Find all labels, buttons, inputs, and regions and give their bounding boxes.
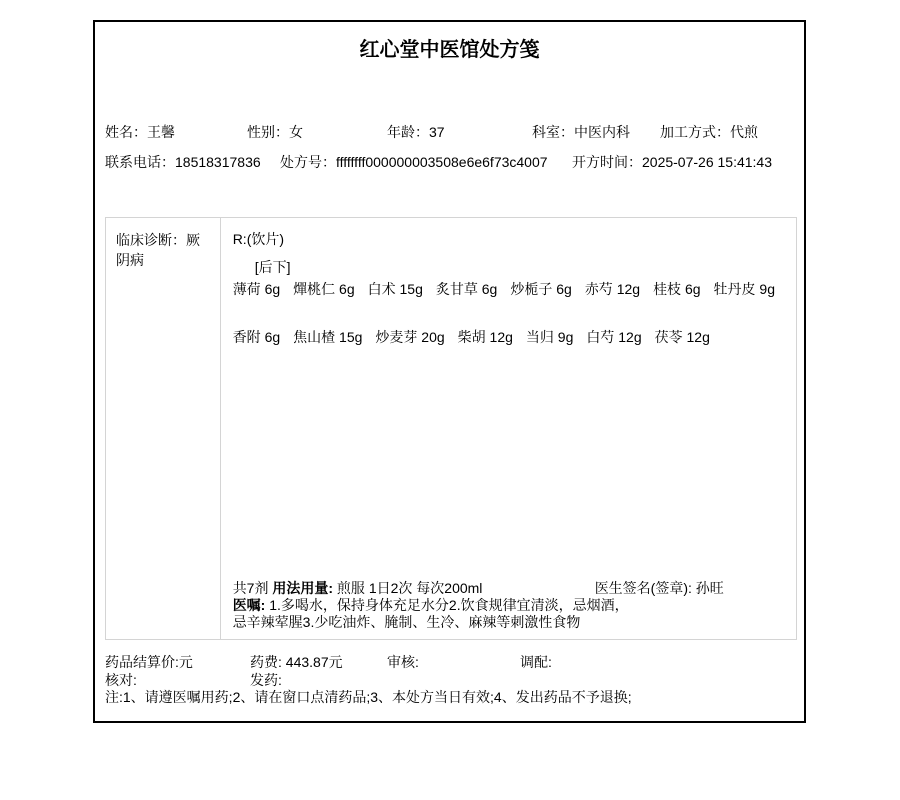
field-label: 药品结算价:: [105, 654, 179, 670]
footer-row-1: [105, 652, 796, 670]
advice-label: 医嘱:: [232, 597, 266, 613]
herb-item: 柴胡 12g: [457, 329, 513, 345]
doctor-signature: [595, 580, 724, 597]
rx-bottom-block: [233, 580, 788, 631]
review-field: [387, 652, 419, 672]
prescription-sheet: [93, 20, 806, 723]
field-label: 审核:: [387, 654, 419, 670]
footer-row-2: [105, 670, 796, 688]
herb-item: 当归 9g: [525, 329, 574, 345]
herb-item: 炙甘草 6g: [435, 281, 498, 297]
dispense-prepare-field: [520, 652, 552, 672]
field-label: 药费:: [250, 654, 286, 670]
diagnosis-label: 临床诊断：: [116, 232, 186, 248]
medical-advice-line-1: [233, 597, 788, 614]
phone-field: [105, 152, 261, 172]
usage-value: 煎服 1日2次 每次200ml: [333, 580, 483, 596]
patient-age-field: [387, 122, 445, 142]
field-value: 18518317836: [175, 154, 261, 170]
field-value: 女: [289, 124, 303, 140]
prescription-number-field: [280, 152, 548, 172]
footer-note: 注:1、请遵医嘱用药;2、请在窗口点清药品;3、本处方当日有效;4、发出药品不予退换;: [105, 689, 632, 705]
field-value: 37: [429, 124, 445, 140]
diagnosis-value: 厥阴病: [116, 232, 200, 268]
field-value: 元: [178, 654, 193, 670]
herb-item: 香附 6g: [232, 329, 281, 345]
patient-info-row-2: [95, 152, 804, 182]
field-label: 联系电话：: [105, 154, 175, 170]
field-label: 性别：: [247, 124, 289, 140]
field-value: 443.87元: [285, 654, 343, 670]
field-value: 王馨: [147, 124, 175, 140]
page-title: 红心堂中医馆处方笺: [359, 39, 540, 61]
field-label: 核对:: [105, 672, 137, 688]
drug-fee-field: [250, 652, 343, 672]
check-field: [105, 670, 137, 690]
herb-item: 炒麦芽 20g: [375, 329, 445, 345]
field-label: 处方号：: [280, 154, 336, 170]
patient-name-field: [105, 122, 175, 142]
dispense-field: [250, 670, 282, 690]
diagnosis-cell: [106, 218, 221, 639]
field-label: 科室：: [532, 124, 574, 140]
field-label: 调配:: [520, 654, 552, 670]
herb-item: 白术 15g: [367, 281, 423, 297]
field-value: 2025-07-26 15:41:43: [642, 154, 772, 170]
field-label: 年龄：: [387, 124, 429, 140]
rx-cell: [221, 218, 796, 639]
field-label: 开方时间：: [572, 154, 642, 170]
herb-line-1: [233, 278, 788, 300]
prescription-table: [105, 217, 797, 640]
herb-item: 薄荷 6g: [232, 281, 281, 297]
field-value: 中医内科: [574, 124, 630, 140]
pack-count: 共7剂: [232, 580, 273, 596]
field-label: 姓名：: [105, 124, 147, 140]
field-value: ffffffff000000003508e6e6f73c4007: [336, 154, 548, 170]
herb-item: 燀桃仁 6g: [293, 281, 355, 297]
patient-gender-field: [247, 122, 303, 142]
herb-item: 焦山楂 15g: [293, 329, 363, 345]
usage-row: [233, 580, 788, 597]
decoction-timing-tag: [后下]: [254, 259, 291, 275]
settlement-price-field: [105, 652, 193, 672]
herb-item: 白芍 12g: [586, 329, 642, 345]
herb-item: 茯苓 12g: [654, 329, 710, 345]
herb-item: 桂枝 6g: [653, 281, 701, 297]
field-label: 发药:: [250, 672, 282, 688]
herb-item: 炒栀子 6g: [510, 281, 572, 297]
herb-line-2: [233, 326, 788, 348]
doctor-name: 孙旺: [695, 580, 724, 596]
footer: [105, 652, 796, 706]
prescription-time-field: [572, 152, 772, 172]
processing-method-field: [660, 122, 758, 142]
patient-info-row-1: [95, 122, 804, 152]
herb-item: 赤芍 12g: [584, 281, 641, 297]
field-value: 代煎: [730, 124, 758, 140]
herb-item: 牡丹皮 9g: [713, 281, 775, 297]
doctor-signature-label: 医生签名(签章):: [594, 580, 696, 596]
field-label: 加工方式：: [660, 124, 730, 140]
department-field: [532, 122, 630, 142]
usage-label: 用法用量:: [272, 580, 334, 596]
rx-header: R:(饮片): [232, 231, 285, 247]
medical-advice-line-2: 忌辛辣荤腥3.少吃油炸、腌制、生冷、麻辣等刺激性食物: [232, 614, 581, 630]
advice-text-1: 1.多喝水，保持身体充足水分2.饮食规律宜清淡，忌烟酒，: [265, 597, 629, 613]
